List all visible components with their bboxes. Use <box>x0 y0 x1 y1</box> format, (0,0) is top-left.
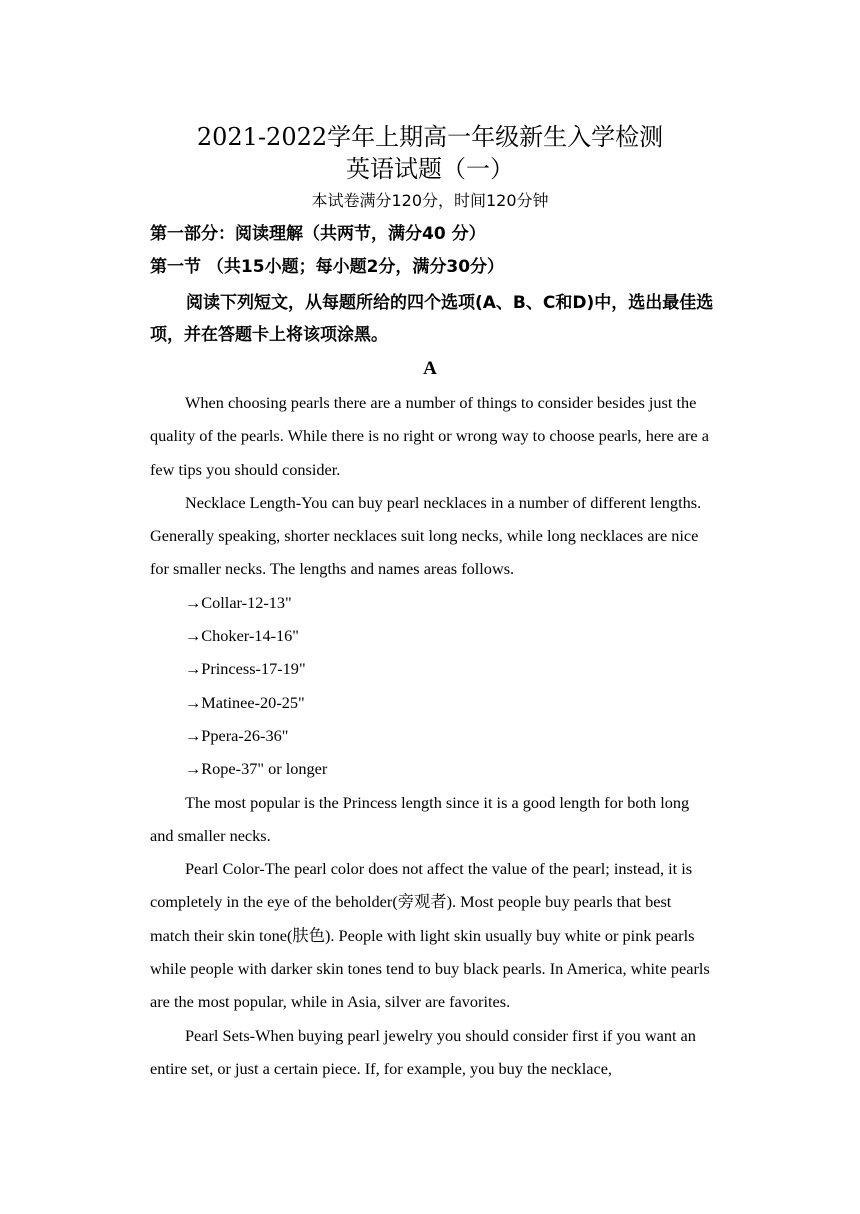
list-item: →Collar-12-13" <box>185 592 292 612</box>
paragraph: Pearl Color-The pearl color does not affect the value of the pearl; instead, it is completely in the eye of the beholder(旁观者). Most people buy pearls that best match their skin tone(肤色). People with light skin usually buy white or pink pearls while people with darker skin tones tend to buy black pearls. In America, white pearls are the most popular, while in Asia, silver are favorites. <box>150 859 710 1012</box>
paragraph: Necklace Length-You can buy pearl necklaces in a number of different lengths. Generally speaking, shorter necklaces suit long necks, while long necklaces are nice for smaller necks. The lengths and names areas follows. <box>150 492 702 579</box>
part-heading: 第一部分：阅读理解（共两节，满分40 分） <box>150 224 486 244</box>
list-item: →Ppera-26-36" <box>185 725 289 745</box>
section-heading: 第一节 （共15小题；每小题2分，满分30分） <box>150 257 505 277</box>
list-item: →Rope-37" or longer <box>185 759 328 779</box>
paragraph: Pearl Sets-When buying pearl jewelry you should consider first if you want an entire set, or just a certain piece. If, for example, you buy the necklace, <box>150 1025 696 1078</box>
exam-subject-title: 英语试题（一） <box>346 155 514 183</box>
paragraph: When choosing pearls there are a number of things to consider besides just the quality of the pearls. While there is no right or wrong way to choose pearls, here are a few tips you should consider. <box>150 393 709 479</box>
exam-title: 2021-2022学年上期高一年级新生入学检测 <box>196 123 664 151</box>
list-item: →Choker-14-16" <box>185 626 299 646</box>
paragraph: The most popular is the Princess length since it is a good length for both long and smaller necks. <box>150 792 690 845</box>
list-item: →Princess-17-19" <box>185 659 306 679</box>
instructions: 阅读下列短文，从每题所给的四个选项(A、B、C和D)中，选出最佳选项，并在答题卡上将该项涂黑。 <box>150 293 714 345</box>
exam-info: 本试卷满分120分，时间120分钟 <box>311 191 549 210</box>
passage-body <box>150 386 715 1085</box>
passage-label: A <box>423 358 437 379</box>
list-item: →Matinee-20-25" <box>185 692 305 712</box>
